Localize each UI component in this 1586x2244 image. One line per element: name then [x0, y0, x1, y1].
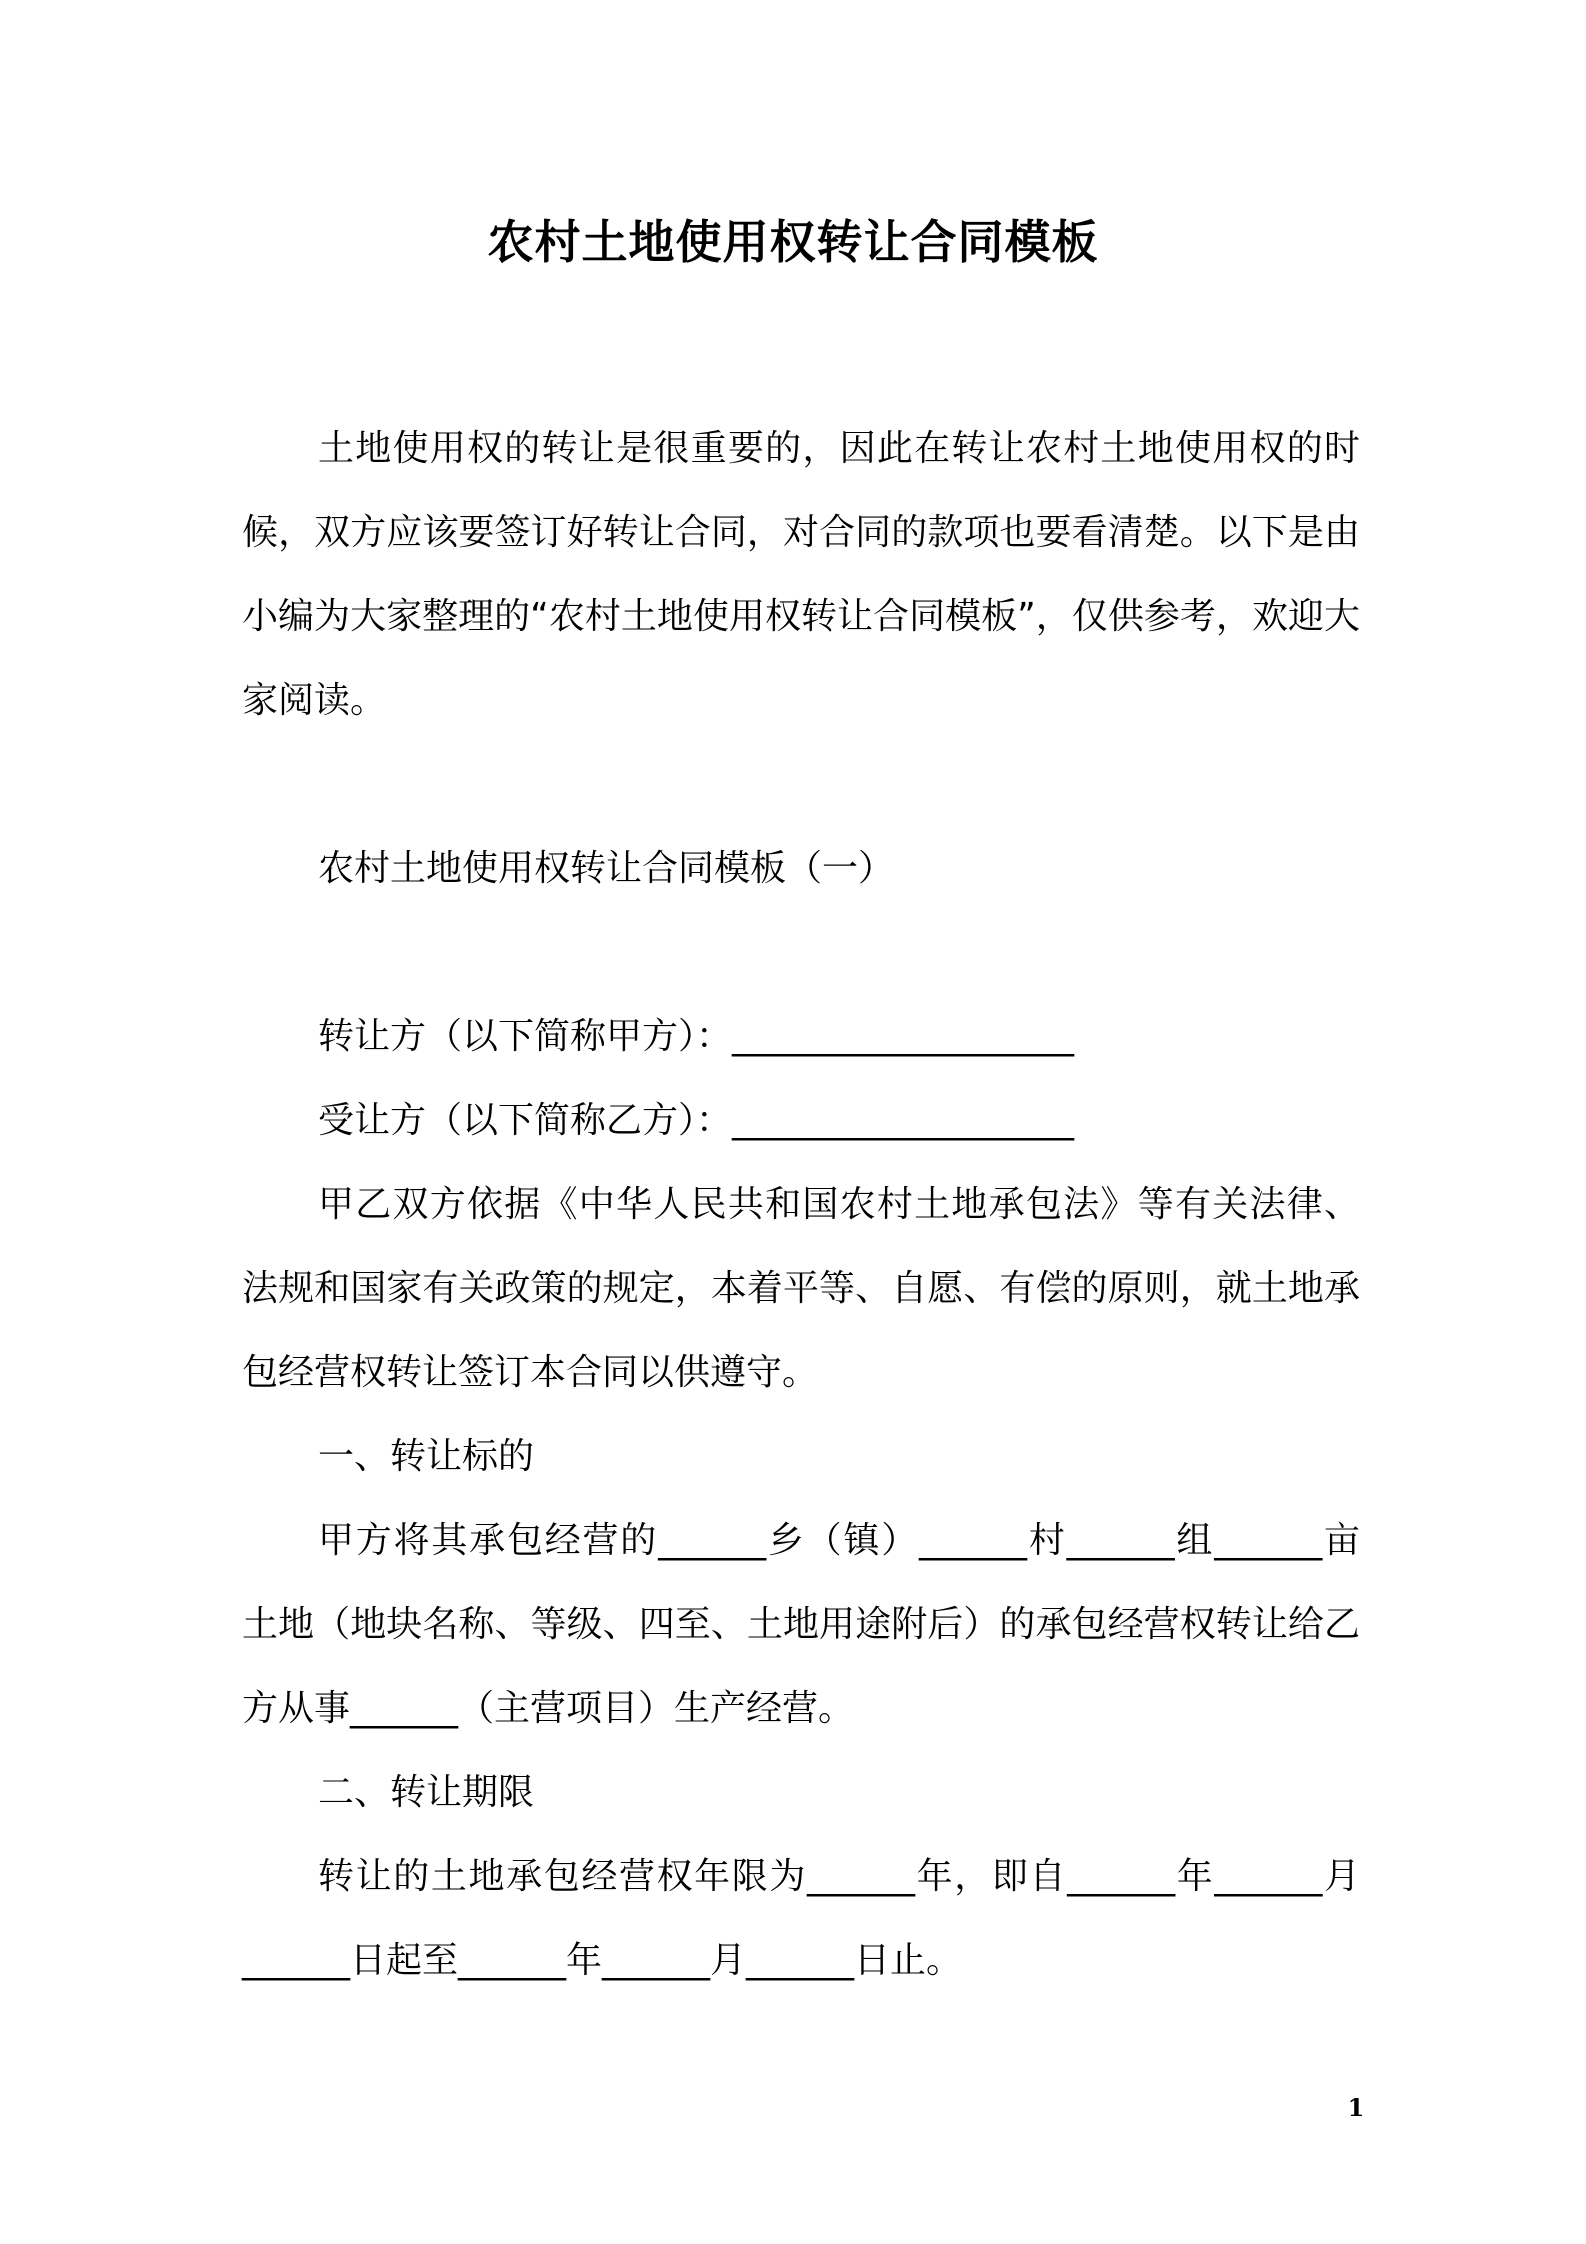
- party-b-line: 受让方（以下简称乙方）：___________________: [318, 1100, 1075, 1141]
- document-body: [242, 407, 1360, 2003]
- page-number: 1: [1347, 2093, 1365, 2122]
- document-title: 农村土地使用权转让合同模板: [487, 215, 1099, 269]
- preamble-paragraph: 甲乙双方依据《中华人民共和国农村土地承包法》等有关法律、法规和国家有关政策的规定，本着平等、自愿、有偿的原则，就土地承包经营权转让签订本合同以供遵守。: [242, 1184, 1360, 1393]
- article-2-body: 转让的土地承包经营权年限为______年，即自______年______月______日起至______年______月______日止。: [242, 1856, 1360, 1981]
- party-a-line: 转让方（以下简称甲方）：___________________: [318, 1016, 1075, 1057]
- article-1-heading: 一、转让标的: [318, 1436, 535, 1477]
- article-1-body: 甲方将其承包经营的______乡（镇）______村______组______亩土地（地块名称、等级、四至、土地用途附后）的承包经营权转让给乙方从事______（主营项目）生产经营。: [242, 1520, 1360, 1729]
- intro-paragraph: 土地使用权的转让是很重要的，因此在转让农村土地使用权的时候，双方应该要签订好转让合同，对合同的款项也要看清楚。以下是由小编为大家整理的“农村土地使用权转让合同模板”，仅供参考，欢迎大家阅读。: [242, 428, 1360, 721]
- article-2-heading: 二、转让期限: [318, 1772, 535, 1813]
- section-heading: 农村土地使用权转让合同模板（一）: [318, 848, 895, 889]
